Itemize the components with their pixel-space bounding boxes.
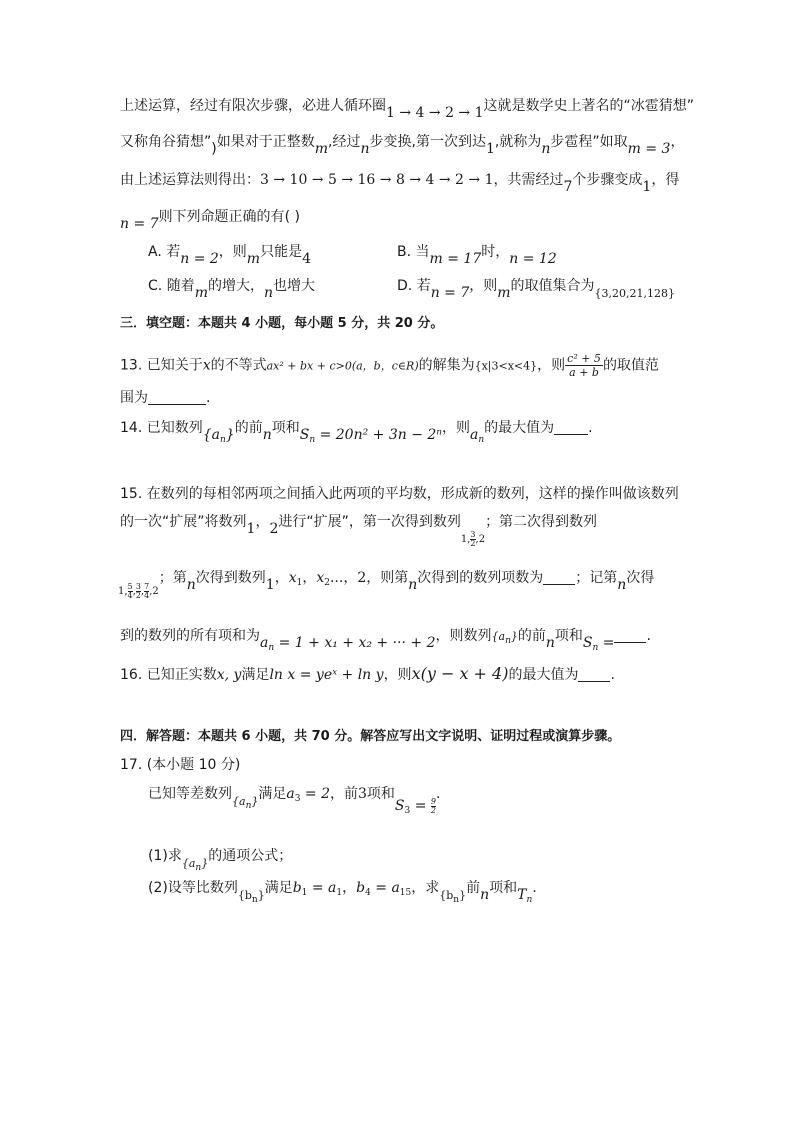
q15-text: 到的数列的所有项和为 (120, 628, 260, 644)
var-n: n (360, 141, 370, 157)
q14-text: ，则 (441, 420, 470, 436)
option-label: D. (397, 278, 413, 294)
seq-part: , (140, 586, 145, 597)
equals-two: = 2 (300, 786, 330, 802)
seq-a (232, 792, 258, 816)
equals-a: = a (307, 880, 337, 896)
q15-text: 进行“扩展”，第一次得到数列 (278, 514, 461, 530)
a-n (470, 425, 484, 450)
q17-line-1 (148, 784, 440, 821)
q13-text: 已知关于 (146, 357, 203, 374)
q15-line-1 (120, 484, 679, 504)
fraction (565, 352, 603, 379)
q14-text: . (588, 420, 593, 436)
equals: = (410, 798, 427, 814)
q15-line-4 (120, 626, 651, 658)
q13-text: ，则 (537, 357, 566, 374)
option-b (397, 242, 557, 269)
q12-text: ,就称为 (494, 134, 542, 150)
frac-denominator: a + b (565, 365, 603, 379)
q15-text: ， (274, 570, 289, 586)
subscript: 1 (336, 888, 343, 898)
option-label: A. (148, 244, 162, 260)
question-number: 13. (120, 357, 143, 374)
question-number: 17. (120, 757, 143, 773)
q15-text: ；第 (158, 570, 187, 586)
option-text: 的增大， (207, 278, 264, 294)
b-symbol: b (356, 880, 366, 896)
num-one: 1 (485, 141, 495, 157)
var-n: n (186, 577, 196, 593)
collatz-sequence: 3 → 10 → 5 → 16 → 8 → 4 → 2 → 1 (260, 172, 494, 188)
q16-text: 满足 (241, 667, 270, 683)
second-expansion (118, 582, 159, 602)
num-one: 1 (265, 577, 275, 593)
subscript: n (592, 643, 599, 653)
subscript: n (245, 801, 252, 811)
answer-blank (554, 420, 588, 435)
an-formula (260, 633, 436, 658)
answer-blank (148, 390, 206, 405)
m-equals-3: m = 3 (627, 141, 671, 157)
subscript: 3 (294, 794, 301, 804)
option-text: 若 (166, 244, 181, 260)
seq-open: {a (181, 857, 196, 870)
q15-line-3 (120, 568, 654, 602)
q17-text: 满足 (264, 880, 293, 896)
option-c (148, 276, 315, 303)
x-symbol: x (288, 570, 297, 586)
q17-text: . (532, 880, 537, 896)
seq-a (182, 854, 208, 878)
q15-text: 的一次“扩展”将数列 (120, 514, 247, 530)
subscript: n (309, 435, 316, 445)
var-n: n (617, 577, 627, 593)
var-n: n (545, 635, 555, 651)
subscript: n (251, 895, 258, 905)
x1 (289, 570, 303, 586)
collatz-cycle: 1 → 4 → 2 → 1 (386, 105, 484, 121)
subscript: n (526, 895, 533, 905)
q16-line (120, 664, 615, 685)
q15-text: ，则数列 (435, 628, 492, 644)
option-cond: m = 17 (429, 251, 482, 267)
q12-text: 步变换,第一次到达 (369, 134, 486, 150)
q14-text: 已知数列 (146, 420, 203, 436)
q17-text: ，前 (330, 786, 358, 802)
solution-set: {x|3<x<4} (474, 359, 538, 373)
num-one: 1 (246, 521, 256, 537)
answer-paren: ( ) (284, 209, 300, 225)
var-m: m (314, 141, 329, 157)
frac-numerator: 9 (430, 796, 436, 806)
q12-text: 如果对于正整数 (216, 134, 315, 150)
frac-denominator: 2 (430, 805, 436, 815)
seq-close: } (225, 427, 235, 443)
num-seven: 7 (563, 179, 573, 195)
sum-formula (300, 425, 442, 450)
question-number: 15. (120, 486, 143, 502)
q17-text: (1)求 (148, 848, 182, 864)
q12-text: ) (211, 141, 217, 157)
frac-numerator: 5 (127, 582, 133, 591)
equals-a: = a (370, 880, 400, 896)
q17-header (120, 755, 240, 775)
q17-text: . (435, 786, 441, 802)
t-n (517, 885, 532, 910)
q16-text: . (610, 667, 615, 683)
q17-text: 已知等差数列 (148, 786, 232, 802)
formula-text: = 1 + x₁ + x₂ + ··· + 2 (274, 635, 436, 651)
seq-a (203, 425, 235, 450)
q14-text: 的前 (234, 420, 263, 436)
t-symbol: T (517, 887, 527, 903)
subscript: 15 (399, 888, 412, 898)
answer-blank (614, 628, 646, 643)
option-text: 的取值集合为 (510, 278, 595, 294)
option-value: 4 (302, 251, 311, 267)
a-symbol: a (260, 635, 269, 651)
equals: = (598, 635, 615, 651)
var-m: m (194, 285, 208, 301)
question-number: 14. (120, 420, 143, 436)
seq-open: {a (202, 427, 220, 443)
equation: ln x = yeˣ + ln y (269, 667, 384, 683)
q17-text: (2)设等比数列 (148, 880, 238, 896)
subscript: 2 (324, 578, 330, 588)
var-n: n (408, 577, 418, 593)
option-cond: n = 7 (430, 285, 470, 301)
seq-part: , (132, 586, 136, 597)
s3-eq (395, 796, 436, 821)
sum-symbol (583, 633, 615, 658)
seq-part: ,2 (149, 586, 159, 597)
subscript: n (478, 435, 485, 445)
var-n: n (541, 141, 551, 157)
q12-text: 又称角谷猜想” (120, 134, 212, 150)
answer-blank (578, 667, 610, 682)
q12-text: 这就是数学史上著名的“冰雹猜想” (483, 98, 695, 114)
q17-text: ，求 (411, 880, 440, 896)
x2 (316, 570, 330, 586)
option-text: 当 (415, 244, 430, 260)
q15-text: 次得 (626, 570, 655, 586)
q15-text: ，则第 (366, 570, 409, 586)
a3-eq (286, 786, 330, 802)
option-label: B. (397, 244, 412, 260)
q13-line-1 (120, 352, 659, 379)
q12-text: 上述运算，经过有限次步骤，必进人循环圈 (120, 98, 386, 114)
q13-text: 的取值范 (602, 357, 659, 374)
frac-denominator: 4 (127, 591, 133, 600)
option-label: C. (148, 278, 163, 294)
q12-text: 则下列命题正确的有 (158, 209, 285, 225)
q16-text: 的最大值为 (508, 667, 579, 683)
q15-text: ；记第 (575, 570, 618, 586)
q15-text: ， (302, 570, 317, 586)
q17-text: ， (342, 880, 357, 896)
q14-text: 项和 (271, 420, 300, 436)
seq-close: } (251, 795, 259, 808)
seq-open: {a (491, 630, 506, 643)
num-two: 2 (357, 570, 367, 586)
section-4-heading: 四．解答题：本题共 6 小题，共 70 分。解答应写出文字说明、证明过程或演算步骤。 (120, 729, 621, 744)
subscript: 1 (296, 578, 303, 588)
q14-line (120, 418, 593, 450)
q12-text: ，得 (651, 172, 680, 188)
q12-text: 由上述运算法则得出： (120, 172, 260, 188)
option-text: 只能是 (260, 244, 303, 260)
seq-b (238, 886, 265, 910)
frac-numerator: 3 (470, 530, 476, 539)
subscript: n (268, 643, 275, 653)
seq-open: {b (439, 889, 454, 902)
a-symbol: a (286, 786, 295, 802)
var-n: n (480, 887, 490, 903)
option-text: ，则 (218, 244, 247, 260)
question-number: 16. (120, 667, 143, 683)
b-symbol: b (292, 880, 302, 896)
seq-open: {a (232, 795, 246, 808)
subscript: 4 (365, 888, 371, 898)
seq-part: 1, (460, 534, 471, 545)
frac-numerator: 7 (144, 582, 150, 591)
q15-text: 项和 (554, 628, 583, 644)
frac-denominator: 2 (470, 539, 476, 548)
inequality: ax² + bx + c>0(a，b，c∈R) (266, 359, 419, 373)
option-value: {3,20,21,128} (594, 287, 676, 300)
q17-text: 项和 (489, 880, 518, 896)
q15-text: 的前 (517, 628, 546, 644)
ellipsis: ... (329, 570, 344, 586)
sum-symbol: S (299, 427, 310, 443)
q13-line-2 (120, 388, 210, 408)
option-cond: n = 2 (180, 251, 219, 267)
seq-part: ,2 (475, 534, 486, 545)
q12-text: ，共需经过 (493, 172, 564, 188)
option-value: n = 12 (509, 251, 557, 267)
q16-text: 已知正实数 (146, 667, 217, 683)
section-3-heading: 三．填空题：本题共 4 小题，每小题 5 分，共 20 分。 (120, 316, 444, 331)
seq-close: } (510, 630, 518, 643)
q15-text: ， (255, 514, 270, 530)
var-x: x (202, 357, 211, 374)
var-m: m (246, 251, 261, 267)
b4-eq (356, 880, 411, 896)
seq-close: } (201, 857, 209, 870)
q13-text: 的不等式 (210, 357, 267, 374)
seq-close: } (459, 889, 467, 902)
subscript: n (219, 435, 226, 445)
option-text: 随着 (166, 278, 195, 294)
a-symbol: a (469, 427, 479, 443)
formula-text: = 20n² + 3n − 2ⁿ (315, 427, 442, 443)
vars-xy: x, y (216, 667, 242, 683)
q17-text: 满足 (258, 786, 287, 802)
option-d (397, 276, 675, 304)
subscript: 3 (404, 806, 411, 816)
n-equals-7: n = 7 (120, 216, 159, 232)
q15-line-2 (120, 512, 597, 550)
subscript: n (195, 863, 202, 873)
subscript: n (505, 636, 511, 646)
frac-numerator: 3 (135, 582, 141, 591)
q14-text: 的最大值为 (484, 420, 555, 436)
frac-denominator: 2 (135, 591, 141, 600)
option-text: 也增大 (273, 278, 315, 294)
x-symbol: x (316, 570, 325, 586)
q15-text: . (646, 628, 651, 644)
q12-text: ,经过 (328, 134, 361, 150)
seq-close: } (257, 889, 265, 902)
option-text: 时， (481, 244, 510, 260)
option-a (148, 242, 311, 269)
q17-text: 项和 (366, 786, 395, 802)
subscript: 1 (301, 888, 308, 898)
q16-text: ，则 (383, 667, 412, 683)
q12-line-4 (120, 207, 300, 234)
q17-text: 的通项公式； (208, 848, 293, 864)
option-text: 若 (416, 278, 431, 294)
q12-text: ， (670, 134, 685, 150)
q12-text: 步雹程”如取 (550, 134, 628, 150)
num-two: 2 (269, 521, 279, 537)
seq-part: 1, (118, 586, 128, 597)
option-text: ，则 (469, 278, 498, 294)
q15-text: 次得到数列 (195, 570, 266, 586)
q15-text: 次得到的数列项数为 (417, 570, 544, 586)
frac-denominator: 4 (144, 591, 150, 600)
q12-line-1 (120, 96, 694, 123)
var-n: n (262, 427, 272, 443)
num-one: 1 (642, 179, 652, 195)
q17-part-2 (148, 878, 537, 910)
q13-text: . (206, 390, 211, 406)
q13-text: 围为 (120, 390, 148, 406)
points-note: (本小题 10 分) (146, 757, 241, 773)
q17-text: 前 (466, 880, 481, 896)
first-expansion (461, 530, 485, 550)
q13-text: 的解集为 (418, 357, 475, 374)
var-m: m (497, 285, 511, 301)
frac-numerator: c² + 5 (567, 352, 601, 365)
seq-open: {b (237, 889, 252, 902)
q15-text: 在数列的每相邻两项之间插入此两项的平均数，形成新的数列，这样的操作叫做该数列 (146, 486, 679, 502)
expression: x(y − x + 4) (411, 664, 509, 683)
b1-eq (293, 880, 342, 896)
q15-text: ；第二次得到数列 (485, 514, 598, 530)
s-symbol: S (582, 635, 593, 651)
q12-line-3 (120, 170, 679, 197)
q15-text: ， (343, 570, 358, 586)
var-n: n (263, 285, 273, 301)
subscript: n (453, 895, 460, 905)
seq-b (439, 886, 466, 910)
s-symbol: S (394, 798, 405, 814)
q17-part-1 (148, 846, 292, 878)
num-three: 3 (358, 786, 367, 802)
q12-text: 个步骤变成 (572, 172, 643, 188)
q12-line-2 (120, 132, 684, 159)
seq-a (491, 630, 518, 646)
answer-blank (543, 570, 575, 585)
